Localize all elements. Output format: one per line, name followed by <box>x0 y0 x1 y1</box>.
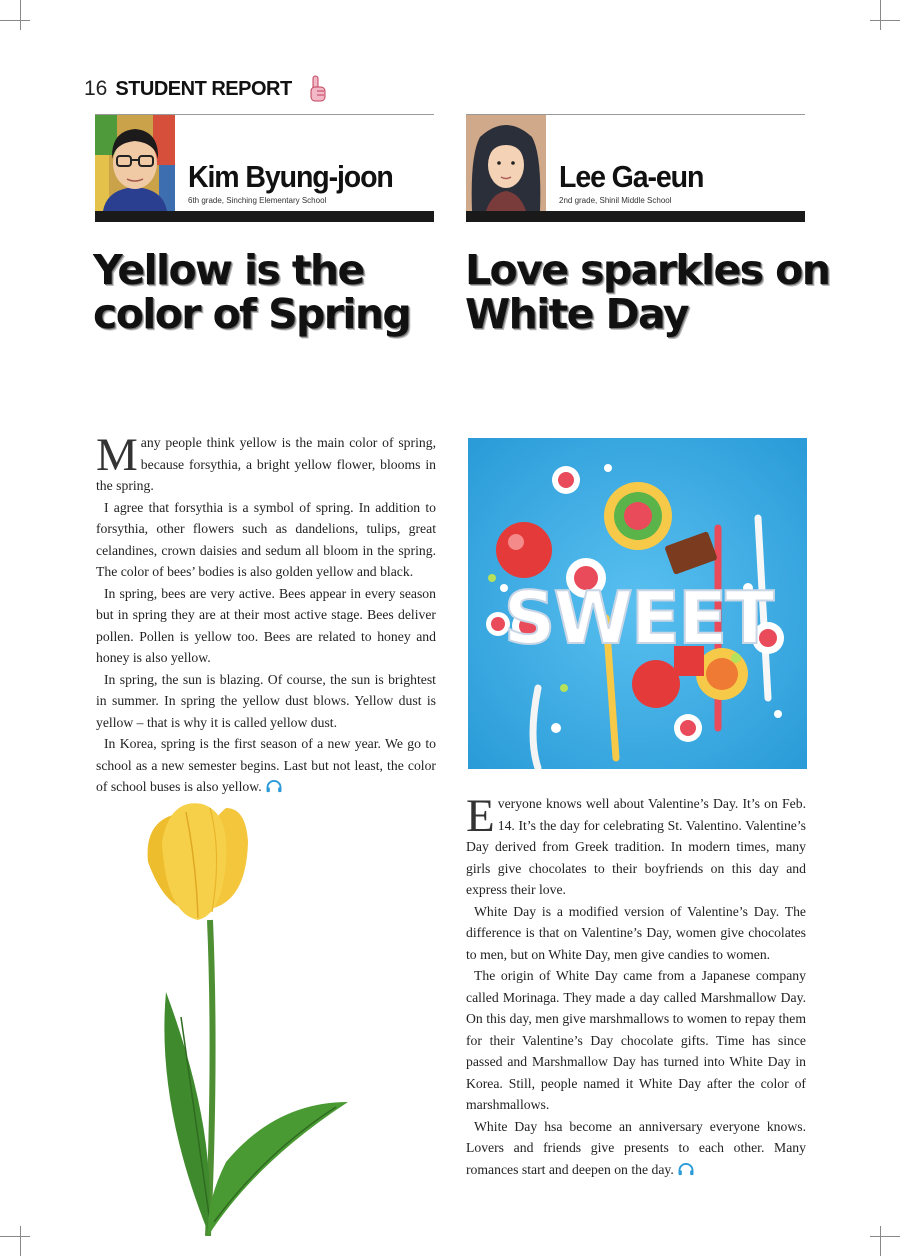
crop-mark <box>20 0 21 30</box>
headphones-icon <box>265 780 283 793</box>
page-number: 16 <box>84 77 108 100</box>
headline-line: Love sparkles on <box>465 246 830 294</box>
author-bar <box>95 211 434 222</box>
sweet-candy-image <box>468 438 807 769</box>
article-right <box>466 790 806 1180</box>
crop-mark <box>0 1236 30 1237</box>
author-name: Lee Ga-eun <box>559 159 704 194</box>
author-photo <box>95 115 175 211</box>
section-title: STUDENT REPORT <box>115 77 292 100</box>
author-block-left <box>95 114 434 222</box>
crop-mark <box>880 1226 881 1256</box>
crop-mark <box>870 20 900 21</box>
author-name: Kim Byung-joon <box>188 159 393 194</box>
paragraph <box>96 429 436 497</box>
author-block-right <box>466 114 805 222</box>
headline-line: Yellow is the <box>93 246 364 294</box>
pointing-hand-icon <box>308 74 328 104</box>
paragraph <box>466 790 806 901</box>
paragraph-text: any people think yellow is the main color of spring, because forsythia, a bright yellow flower, blooms in the spring. <box>96 435 436 493</box>
paragraph: I agree that forsythia is a symbol of spring. In addition to forsythia, other flowers such as dandelions, tulips, great celandines, crown daisies and sedum all bloom in the spring. The color of bees’ bodies is also golden yellow and black. <box>96 499 436 579</box>
image-text: SWEET <box>503 576 773 660</box>
headphones-icon <box>677 1163 695 1176</box>
crop-mark <box>20 1226 21 1256</box>
author-photo <box>466 115 546 211</box>
paragraph-text: White Day hsa become an anniversary everyone knows. Lovers and friends give presents to each other. Many romances start and deepen on the day. <box>466 1118 806 1177</box>
tulip-illustration <box>126 802 358 1236</box>
drop-cap: E <box>466 790 495 842</box>
page-header <box>84 74 328 104</box>
author-bar <box>466 211 805 222</box>
paragraph: The origin of White Day came from a Japanese company called Morinaga. They made a day called Marshmallow Day. On this day, men give marshmallows to women to repay them for their Valentine’s Day chocolate gifts. Time has since passed and Marshmallow Day has turned into White Day in Korea. Still, people named it White Day after the color of marshmallows. <box>466 968 806 1112</box>
author-school: 6th grade, Sinching Elementary School <box>188 196 327 205</box>
paragraph <box>96 733 436 798</box>
headline-right <box>465 248 829 336</box>
paragraph-text: In Korea, spring is the first season of a new year. We go to school as a new semester begins. Last but not least, the color of school buses is also yellow. <box>96 736 436 794</box>
paragraph: In spring, bees are very active. Bees appear in every season but in spring they are at their most active stage. Bees deliver pollen. Pollen is yellow too. Bees are related to honey and honey is also yellow. <box>96 585 436 665</box>
drop-cap: M <box>96 429 138 481</box>
author-school: 2nd grade, Shinil Middle School <box>559 196 672 205</box>
headline-line: color of Spring <box>93 290 411 338</box>
headline-line: White Day <box>465 290 688 338</box>
paragraph: In spring, the sun is blazing. Of course, the sun is brightest in summer. In spring the yellow dust blows. Yellow dust is yellow – that is why it is called yellow dust. <box>96 671 436 730</box>
paragraph: White Day is a modified version of Valentine’s Day. The difference is that on Valentine’s Day, women give chocolates to men, but on White Day, men give candies to women. <box>466 903 806 962</box>
crop-mark <box>880 0 881 30</box>
paragraph-text: veryone knows well about Valentine’s Day. It’s on Feb. 14. It’s the day for celebrating St. Valentino. Valentine’s Day derived from Greek tradition. In modern times, many girls give chocolates to their boyfriends on this day and express their love. <box>466 796 806 897</box>
headline-left <box>93 248 410 336</box>
crop-mark <box>0 20 30 21</box>
paragraph <box>466 1116 806 1181</box>
crop-mark <box>870 1236 900 1237</box>
article-left <box>96 429 436 798</box>
